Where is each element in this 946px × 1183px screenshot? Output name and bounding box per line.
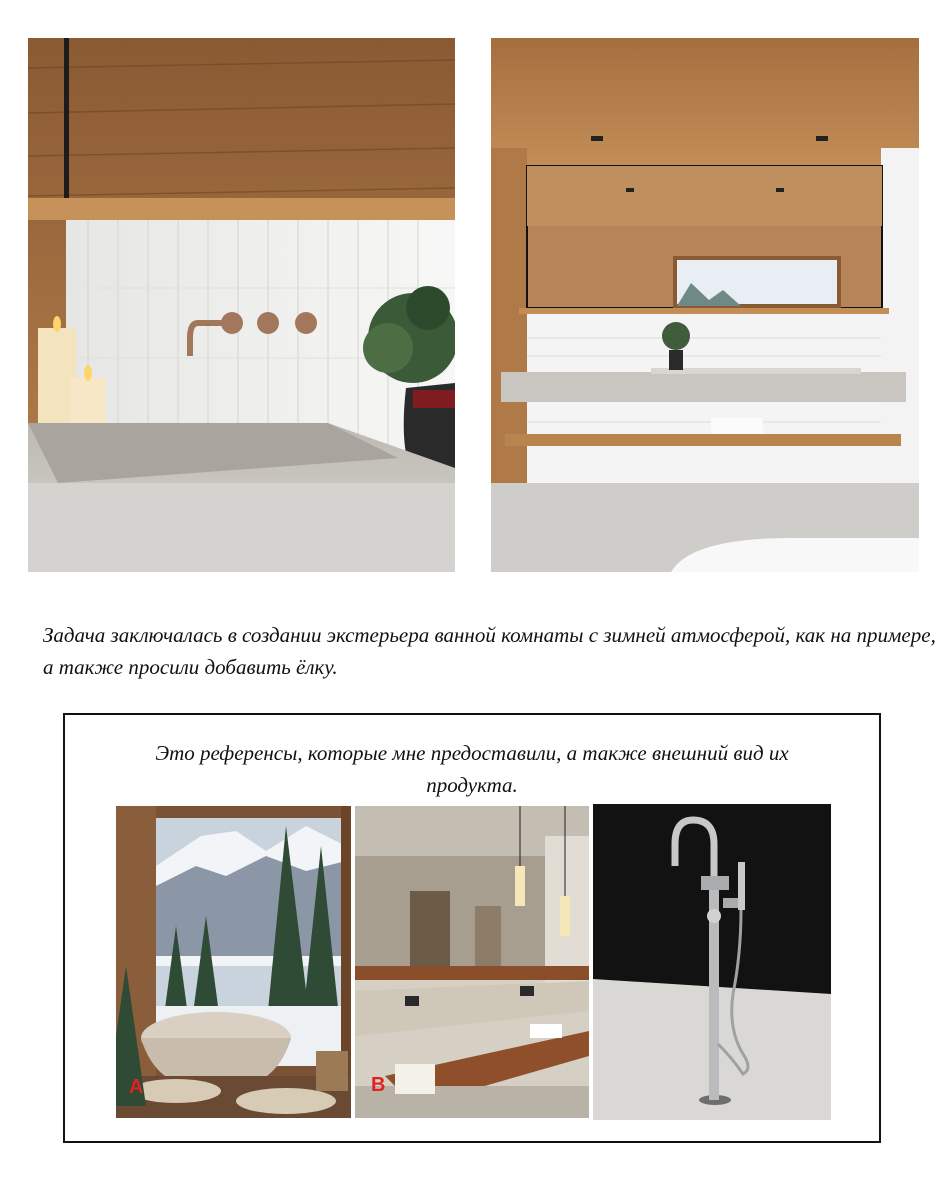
reference-snowy-window-bathtub-photo [116,806,351,1118]
references-title: Это референсы, которые мне предоставили, а также внешний вид их продукта. [155,741,789,797]
task-caption: Задача заключалась в создании экстерьера ванной комнаты с зимней атмосферой, как на примере, а также просили добавить ёлку. [43,623,936,679]
reference-label-b: B [371,1074,386,1096]
reference-label-a: A [129,1076,144,1098]
render-bathroom-wide-photo [491,38,919,572]
product-freestanding-faucet-photo [593,804,831,1120]
render-bath-closeup-photo [28,38,455,572]
reference-wood-vanity-bathroom-photo [355,806,589,1118]
